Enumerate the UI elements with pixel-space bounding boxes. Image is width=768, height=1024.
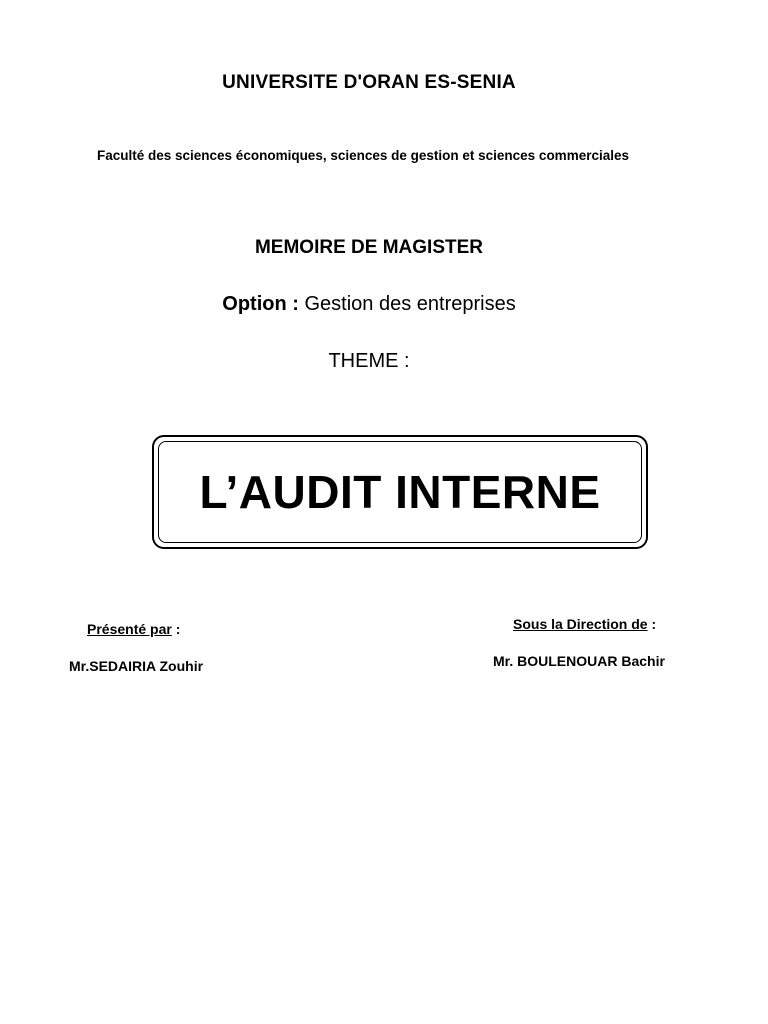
direction-colon: : xyxy=(647,616,657,632)
title-inner-frame xyxy=(158,441,642,543)
thesis-title: L’AUDIT INTERNE xyxy=(199,466,601,518)
option-label: Option : xyxy=(222,293,299,315)
presented-by-colon: : xyxy=(171,621,181,637)
thesis-type: MEMOIRE DE MAGISTER xyxy=(254,237,483,258)
direction-line xyxy=(513,616,656,632)
theme-label: THEME : xyxy=(328,350,410,372)
presented-by-line xyxy=(87,621,180,637)
faculty-name: Faculté des sciences économiques, sciences de gestion et sciences commerciales xyxy=(96,148,629,163)
director-name: Mr. BOULENOUAR Bachir xyxy=(493,653,665,669)
title-frame xyxy=(152,435,648,549)
presenter-name: Mr.SEDAIRIA Zouhir xyxy=(69,658,204,674)
option-value: Gestion des entreprises xyxy=(298,293,516,315)
university-name: UNIVERSITE D'ORAN ES-SENIA xyxy=(222,72,516,93)
presented-by-label: Présenté par xyxy=(87,621,172,637)
option-line xyxy=(0,293,738,316)
direction-label: Sous la Direction de xyxy=(513,616,648,632)
